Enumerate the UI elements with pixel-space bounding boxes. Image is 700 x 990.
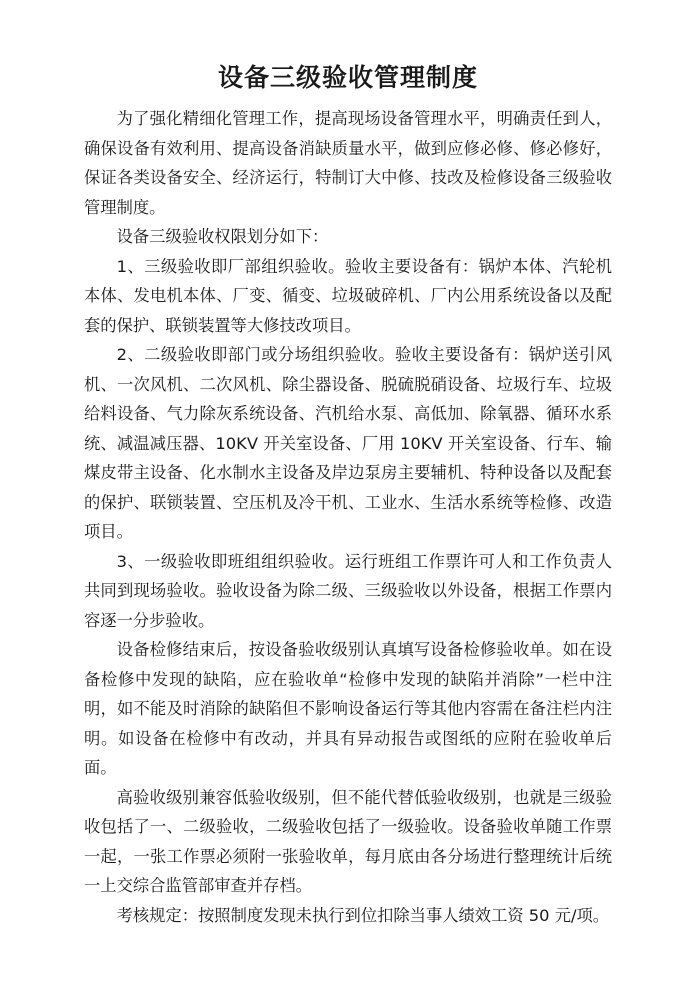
paragraph-levels-heading: 设备三级验收权限划分如下： bbox=[116, 227, 329, 246]
paragraph-level-compatibility: 高验收级别兼容低验收级别，但不能代替低验收级别，也就是三级验收包括了一、二级验收，二级验收包括了一级验收。设备验收单随工作票一起，一张工作票必须附一张验收单，每月底由各分场进行整理统计后统一上交综合监管部审查并存档。 bbox=[84, 787, 612, 895]
paragraph-level-one: 3、一级验收即班组组织验收。运行班组工作票许可人和工作负责人共同到现场验收。验收设备为除二级、三级验收以外设备，根据工作票内容逐一分步验收。 bbox=[84, 551, 612, 630]
paragraph-assessment-rule: 考核规定：按照制度发现未执行到位扣除当事人绩效工资 50 元/项。 bbox=[116, 905, 610, 925]
paragraph-level-two: 2、二级验收即部门或分场组织验收。验收主要设备有：锅炉送引风机、一次风机、二次风机、除尘器设备、脱硫脱硝设备、垃圾行车、垃圾给料设备、气力除灰系统设备、汽机给水泵、高低加、除氧器、循环水系统、减温减压器、10KV 开关室设备、厂用 10KV 开关室设备、行车、输煤皮带主设备、化水制水主设备及岸边泵房主要辅机、特种设备以及配套的保护、联锁装置、空压机及冷干机、工业水、生活水系统等检修、改造项目。 bbox=[84, 345, 612, 541]
paragraph-acceptance-form: 设备检修结束后，按设备验收级别认真填写设备检修验收单。如在设备检修中发现的缺陷，应在验收单“检修中发现的缺陷并消除”一栏中注明，如不能及时消除的缺陷但不影响设备运行等其他内容需在备注栏内注明。如设备在检修中有改动，并具有异动报告或图纸的应附在验收单后面。 bbox=[84, 640, 612, 777]
paragraph-level-three: 1、三级验收即厂部组织验收。验收主要设备有：锅炉本体、汽轮机本体、发电机本体、厂变、循变、垃圾破碎机、厂内公用系统设备以及配套的保护、联锁装置等大修技改项目。 bbox=[84, 256, 612, 335]
page-title: 设备三级验收管理制度 bbox=[217, 63, 478, 92]
paragraph-intro: 为了强化精细化管理工作，提高现场设备管理水平，明确责任到人，确保设备有效利用、提高设备消缺质量水平，做到应修必修、修必修好，保证各类设备安全、经济运行，特制订大中修、技改及检修设备三级验收管理制度。 bbox=[84, 109, 612, 217]
